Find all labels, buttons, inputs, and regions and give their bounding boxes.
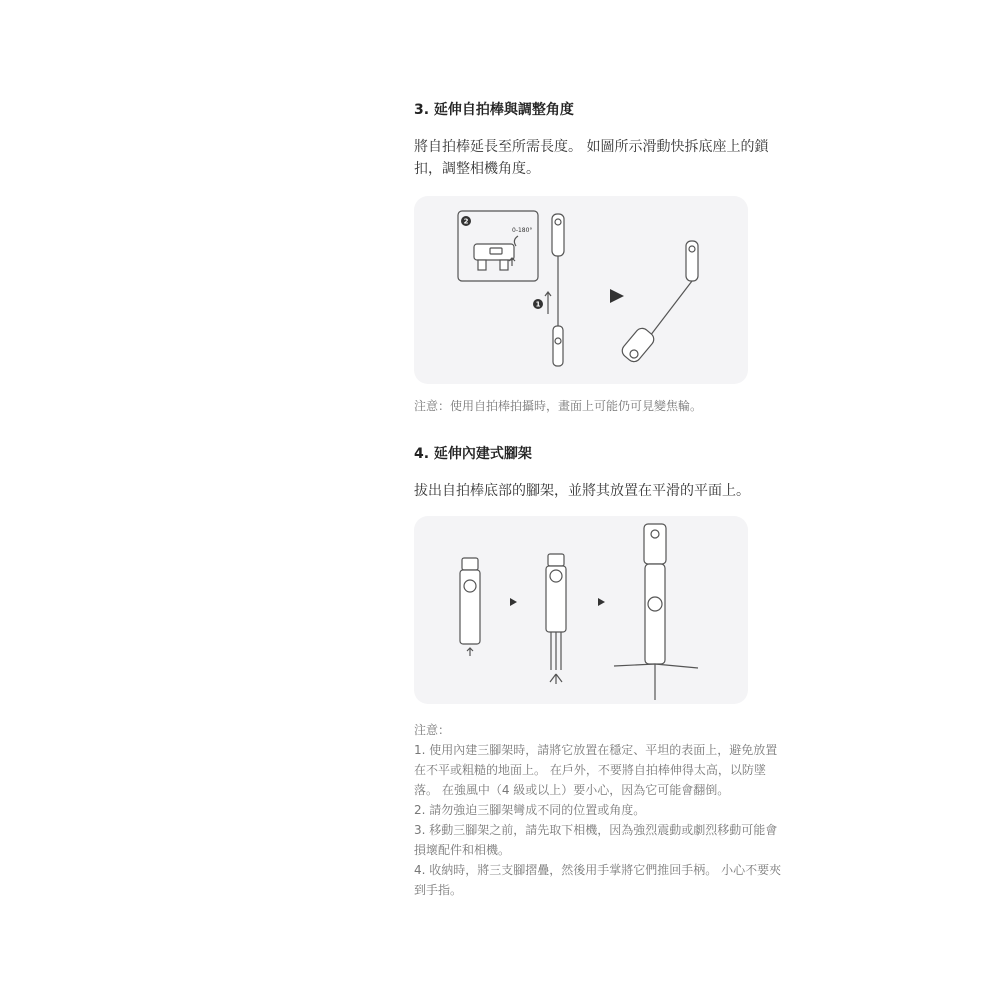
tripod-left-leg xyxy=(614,664,655,666)
next-step-arrow-icon xyxy=(610,289,624,303)
section-4-heading: 4. 延伸內建式腳架 xyxy=(414,446,532,462)
rotate-arrow-icon xyxy=(514,236,518,246)
note-line: 1. 使用內建三腳架時，請將它放置在穩定、平坦的表面上，避免放置 xyxy=(414,743,778,757)
next-step-arrow-1-icon xyxy=(510,598,517,606)
next-step-arrow-2-icon xyxy=(598,598,605,606)
tripod-extend-illustration xyxy=(414,516,748,704)
step-2-badge-text: 2 xyxy=(463,217,469,226)
note-line: 到手指。 xyxy=(414,883,463,897)
selfie-stick-extend-figure xyxy=(414,196,748,384)
handle-2 xyxy=(546,566,566,632)
section-3-body-line-2: 扣，調整相機角度。 xyxy=(414,161,540,177)
selfie-stick-extend-illustration xyxy=(414,196,748,384)
step-1-badge-text: 1 xyxy=(535,300,541,309)
note-line: 落。 在強風中（4 級或以上）要小心，因為它可能會翻倒。 xyxy=(414,783,730,797)
handle-mount-1 xyxy=(462,558,478,570)
note-line: 損壞配件和相機。 xyxy=(414,843,511,857)
section-4-body: 拔出自拍棒底部的腳架，並將其放置在平滑的平面上。 xyxy=(414,483,750,499)
pull-arrow-icon xyxy=(467,648,473,656)
notes-title: 注意： xyxy=(414,723,451,737)
handle-mount-2 xyxy=(548,554,564,566)
camera-angled xyxy=(686,241,698,281)
angle-label: 0-180° xyxy=(512,227,533,234)
stick-handle xyxy=(553,326,563,366)
camera-vertical xyxy=(552,214,564,256)
section-3-note: 注意：使用自拍棒拍攝時，畫面上可能仍可見變焦輪。 xyxy=(414,399,703,413)
spread-legs-icon xyxy=(550,674,562,684)
tripod-right-leg xyxy=(655,664,698,668)
handle-1 xyxy=(460,570,480,644)
note-line: 2. 請勿強迫三腳架彎成不同的位置或角度。 xyxy=(414,803,646,817)
section-3-body-line-1: 將自拍棒延長至所需長度。 如圖所示滑動快拆底座上的鎖 xyxy=(414,139,769,155)
angled-stick xyxy=(650,281,692,336)
section-3-heading: 3. 延伸自拍棒與調整角度 xyxy=(414,102,574,118)
manual-content xyxy=(414,100,854,900)
note-line: 在不平或粗糙的地面上。 在戶外，不要將自拍棒伸得太高，以防墜 xyxy=(414,763,766,777)
quick-release-base xyxy=(474,244,514,260)
note-line: 3. 移動三腳架之前，請先取下相機，因為強烈震動或劇烈移動可能會 xyxy=(414,823,778,837)
note-line: 4. 收納時，將三支腳摺疊，然後用手掌將它們推回手柄。 小心不要夾 xyxy=(414,863,782,877)
tripod-handle xyxy=(645,564,665,664)
tripod-extend-figure xyxy=(414,516,748,704)
angled-handle xyxy=(619,326,656,365)
extend-up-arrow-icon xyxy=(545,292,551,314)
notes-list xyxy=(414,740,854,900)
